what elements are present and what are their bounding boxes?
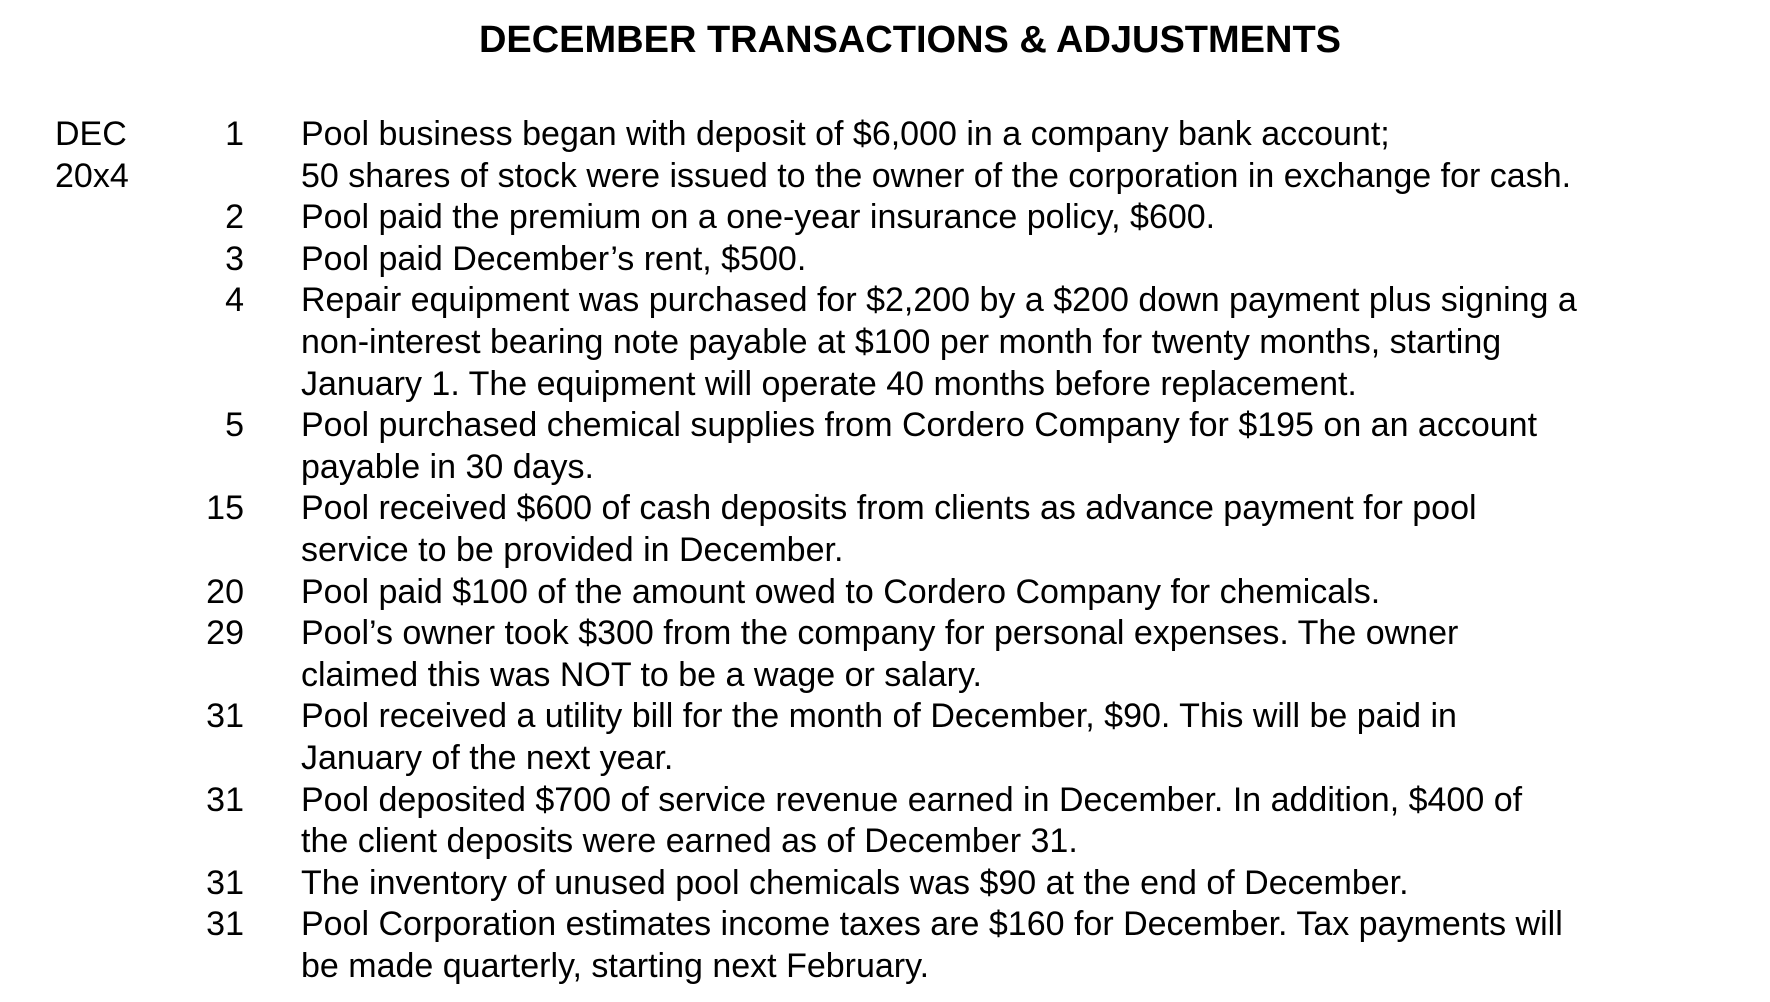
transaction-line [0, 447, 1770, 489]
transaction-text: Pool paid the premium on a one-year insurance policy, $600. [301, 198, 1216, 237]
transaction-day: 3 [225, 239, 244, 278]
transaction-line [0, 738, 1770, 780]
transaction-day [200, 322, 244, 364]
transaction-day: 31 [206, 905, 244, 944]
transaction-line [0, 613, 1770, 655]
transaction-day [200, 156, 244, 198]
month-label [0, 613, 200, 655]
transaction-day: 2 [225, 198, 244, 237]
transaction-text: the client deposits were earned as of December 31. [301, 822, 1078, 861]
page-title: DECEMBER TRANSACTIONS & ADJUSTMENTS [478, 19, 1342, 61]
transaction-day [200, 447, 244, 489]
transaction-line [0, 696, 1770, 738]
transaction-text: Pool’s owner took $300 from the company for personal expenses. The owner [301, 614, 1459, 653]
transaction-text: claimed this was NOT to be a wage or salary. [301, 655, 982, 694]
month-label [0, 904, 200, 946]
month-label [0, 530, 200, 572]
transaction-line [0, 405, 1770, 447]
transaction-day: 5 [225, 406, 244, 445]
transaction-text: Repair equipment was purchased for $2,200 by a $200 down payment plus signing a [301, 281, 1577, 320]
transaction-line [0, 280, 1770, 322]
month-label [0, 863, 200, 905]
transaction-day: 1 [225, 115, 244, 153]
transaction-day: 31 [206, 780, 244, 819]
transaction-line [0, 197, 1770, 239]
transaction-line [0, 239, 1770, 281]
transaction-text: January 1. The equipment will operate 40 months before replacement. [301, 364, 1357, 403]
transaction-text: service to be provided in December. [301, 530, 844, 569]
month-label [0, 447, 200, 489]
transaction-text: Pool paid December’s rent, $500. [301, 239, 807, 278]
transaction-day [200, 821, 244, 863]
transaction-day: 31 [206, 863, 244, 902]
transaction-line [0, 572, 1770, 614]
transaction-text: The inventory of unused pool chemicals was $90 at the end of December. [301, 863, 1409, 902]
month-label: DEC [55, 115, 127, 153]
month-label: 20x4 [55, 156, 129, 195]
transaction-line [0, 114, 1770, 156]
transaction-text: January of the next year. [301, 738, 674, 777]
transaction-text: Pool deposited $700 of service revenue earned in December. In addition, $400 of [301, 780, 1523, 819]
transaction-text: Pool Corporation estimates income taxes are $160 for December. Tax payments will [301, 905, 1563, 944]
month-label [0, 738, 200, 780]
transaction-text: be made quarterly, starting next February. [301, 946, 930, 985]
month-label [0, 946, 200, 988]
transaction-day: 29 [206, 614, 244, 653]
transaction-text: payable in 30 days. [301, 447, 594, 486]
month-label [0, 488, 200, 530]
transaction-day [200, 364, 244, 406]
month-label [0, 197, 200, 239]
transaction-day [200, 530, 244, 572]
transaction-day [200, 738, 244, 780]
month-label [0, 655, 200, 697]
transaction-line [0, 364, 1770, 406]
transaction-list [0, 114, 1770, 987]
transaction-line [0, 655, 1770, 697]
transaction-line [0, 863, 1770, 905]
transaction-day [200, 655, 244, 697]
transaction-line [0, 904, 1770, 946]
transaction-day: 15 [206, 489, 244, 528]
transaction-line [0, 530, 1770, 572]
month-label [0, 364, 200, 406]
month-label [0, 572, 200, 614]
month-label [0, 405, 200, 447]
transaction-day: 31 [206, 697, 244, 736]
month-label [0, 821, 200, 863]
transaction-text: Pool purchased chemical supplies from Cordero Company for $195 on an account [301, 406, 1538, 445]
transaction-line [0, 322, 1770, 364]
month-label [0, 280, 200, 322]
transaction-line [0, 780, 1770, 822]
transaction-day: 20 [206, 572, 244, 611]
month-label [0, 239, 200, 281]
transaction-text: Pool received a utility bill for the month of December, $90. This will be paid in [301, 697, 1457, 736]
transaction-day [200, 946, 244, 988]
transaction-text: 50 shares of stock were issued to the owner of the corporation in exchange for cash. [301, 156, 1572, 195]
transaction-line [0, 156, 1770, 198]
transaction-text: Pool paid $100 of the amount owed to Cordero Company for chemicals. [301, 572, 1381, 611]
month-label [0, 696, 200, 738]
month-label [0, 780, 200, 822]
transaction-text: non-interest bearing note payable at $100 per month for twenty months, starting [301, 322, 1502, 361]
transaction-line [0, 821, 1770, 863]
transaction-line [0, 946, 1770, 988]
transaction-day: 4 [225, 281, 244, 320]
transaction-text: Pool business began with deposit of $6,000 in a company bank account; [301, 115, 1390, 153]
month-label [0, 322, 200, 364]
transaction-text: Pool received $600 of cash deposits from clients as advance payment for pool [301, 489, 1477, 528]
transaction-line [0, 488, 1770, 530]
